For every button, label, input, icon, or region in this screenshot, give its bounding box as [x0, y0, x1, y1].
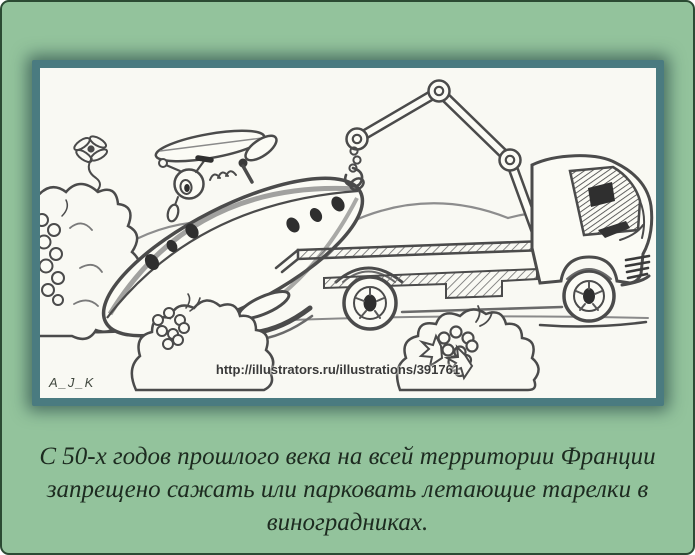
rear-wheel — [344, 277, 396, 329]
front-wheel — [564, 271, 614, 321]
caption — [14, 440, 681, 539]
caption-line-1: С 50-х годов прошлого века на всей территории Франции — [39, 443, 656, 470]
watermark-url: http://illustrators.ru/illustrations/391761 — [215, 362, 461, 377]
alien-fingers — [210, 171, 236, 180]
caption-line-2: запрещено сажать или парковать летающие тарелки в — [46, 476, 649, 503]
caption-line-3: виноградниках. — [266, 509, 429, 536]
illustration-panel — [32, 60, 664, 406]
alien-antenna-left — [166, 165, 180, 171]
crane-arm — [345, 81, 545, 257]
artist-signature: A_J_K — [49, 375, 95, 390]
crane-booms — [357, 91, 545, 256]
propeller — [154, 125, 281, 182]
vine-cloud — [397, 306, 538, 390]
alien-antenna-right — [196, 161, 204, 172]
cartoon-drawing — [40, 68, 656, 398]
